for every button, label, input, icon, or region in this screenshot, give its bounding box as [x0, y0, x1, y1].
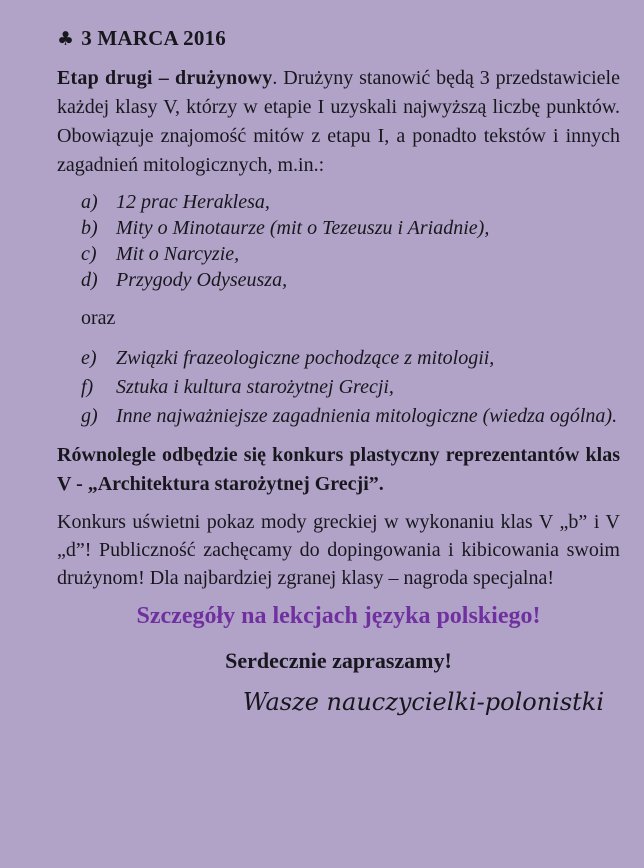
myth-list-abcd	[81, 189, 620, 293]
list-marker: c)	[81, 243, 97, 265]
details-line: Szczegóły na lekcjach języka polskiego!	[136, 603, 541, 629]
list-item-text: Sztuka i kultura starożytnej Grecji,	[116, 376, 394, 398]
invitation-line: Serdecznie zapraszamy!	[225, 648, 452, 673]
list-marker: g)	[81, 405, 98, 427]
myth-list-efg	[81, 344, 620, 431]
list-item	[81, 267, 620, 293]
list-item-text: Związki frazeologiczne pochodzące z mitologii,	[116, 347, 495, 369]
club-suit-icon: ♣	[57, 28, 75, 50]
signature-line: Wasze nauczycielki-polonistki	[242, 688, 604, 716]
list-item-text: Inne najważniejsze zagadnienia mitologiczne (wiedza ogólna).	[116, 405, 618, 427]
connector-text: oraz	[81, 307, 116, 329]
intro-lead-bold: Etap drugi – drużynowy	[57, 67, 273, 89]
list-item	[81, 189, 620, 215]
list-item-text: Mity o Minotaurze (mit o Tezeuszu i Ariadnie),	[116, 217, 490, 239]
date-text: 3 MARCA 2016	[81, 26, 226, 50]
parallel-contest-paragraph: Równolegle odbędzie się konkurs plastyczny reprezentantów klas V - „Architektura starożytnej Grecji”.	[57, 444, 620, 495]
list-item-text: 12 prac Heraklesa,	[116, 191, 270, 213]
list-marker: e)	[81, 347, 97, 369]
list-marker: b)	[81, 217, 98, 239]
list-marker: f)	[81, 376, 94, 398]
list-item	[81, 402, 620, 431]
intro-paragraph	[57, 64, 620, 180]
date-heading	[57, 26, 620, 51]
list-marker: a)	[81, 191, 98, 213]
list-item	[81, 241, 620, 267]
intro-body-text: . Drużyny stanowić będą 3 przedstawiciele każdej klasy V, którzy w etapie I uzyskali najwyższą liczbę punktów. Obowiązuje znajomość mitów z etapu I, a ponadto tekstów i innych zagadnień mitologicznych, m.in.:	[57, 67, 620, 176]
list-marker: d)	[81, 269, 98, 291]
list-item-text: Mit o Narcyzie,	[116, 243, 240, 265]
fashion-show-paragraph: Konkurs uświetni pokaz mody greckiej w wykonaniu klas V „b” i V „d”! Publiczność zachęcamy do dopingowania i kibicowania swoim drużynom! Dla najbardziej zgranej klasy – nagroda specjalna!	[57, 511, 620, 589]
list-item-text: Przygody Odyseusza,	[116, 269, 288, 291]
list-item	[81, 215, 620, 241]
list-item	[81, 373, 620, 402]
list-item	[81, 344, 620, 373]
